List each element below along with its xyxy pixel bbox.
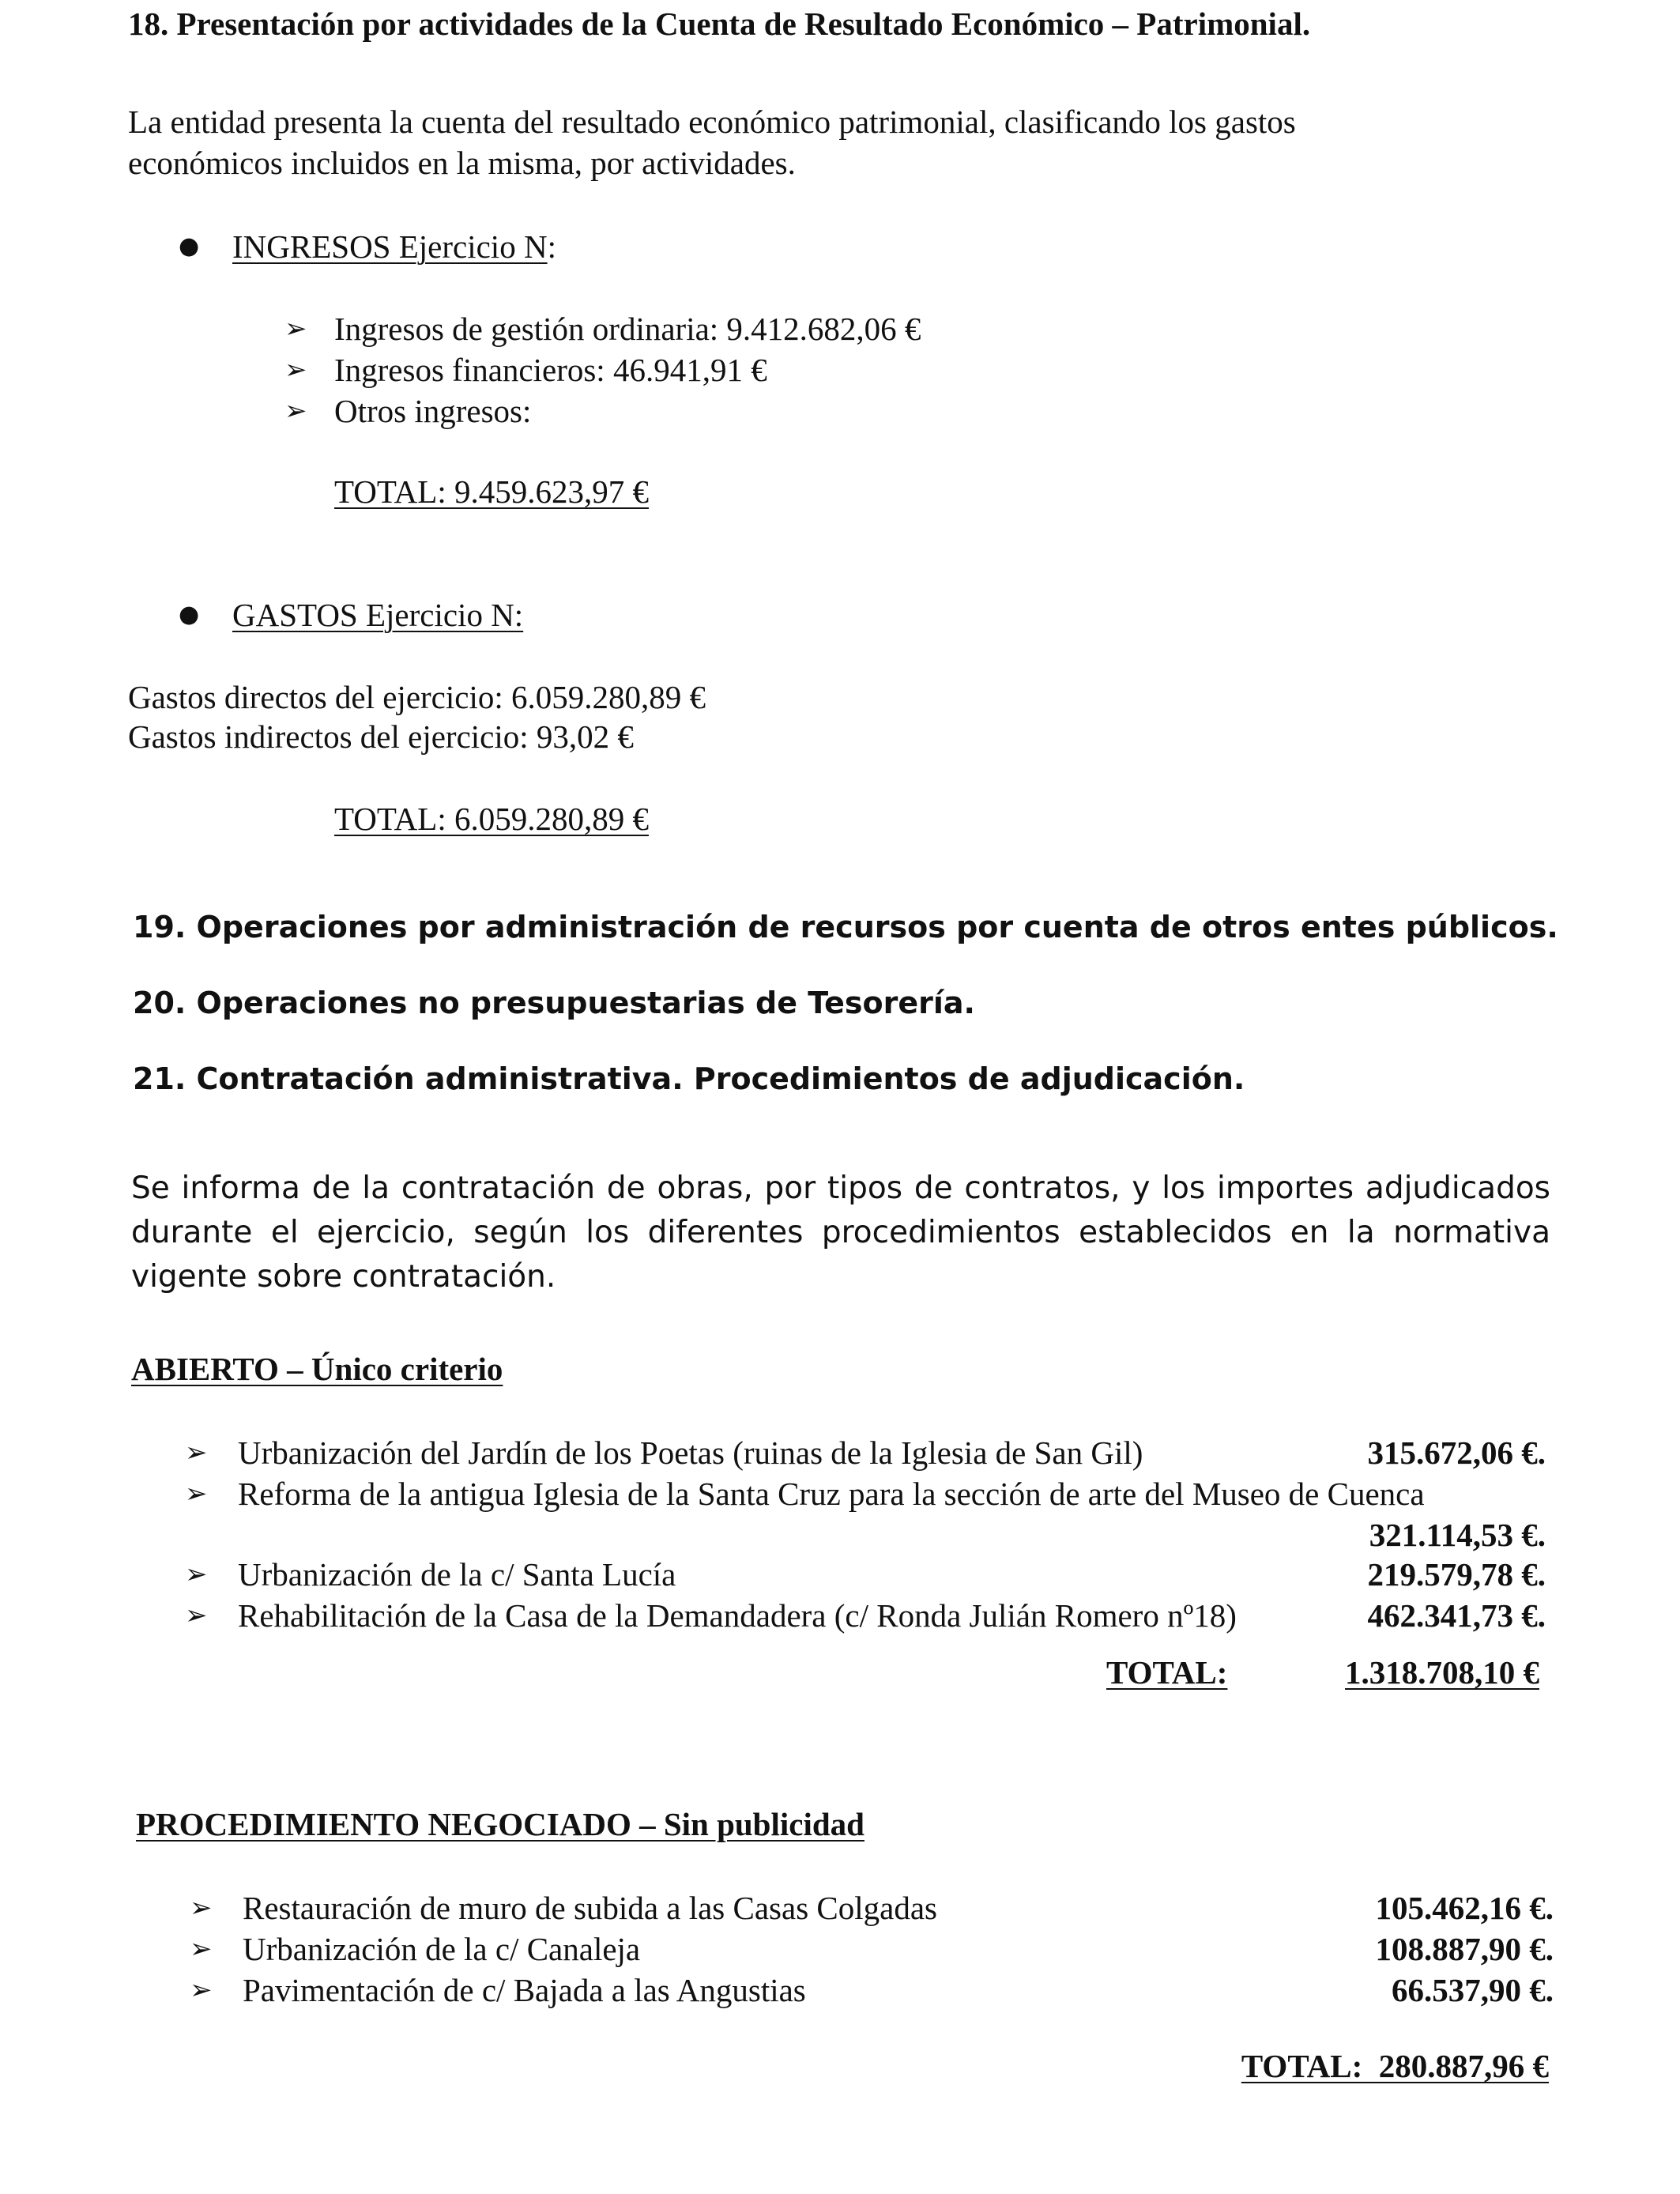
arrow-bullet-icon: ➢ [185, 1437, 208, 1468]
abierto-item-amount: 462.341,73 €. [1367, 1597, 1546, 1634]
ingresos-total: TOTAL: 9.459.623,97 € [334, 473, 649, 510]
section-21-heading: 21. Contratación administrativa. Procedimientos de adjudicación. [133, 1061, 1245, 1096]
section-18-intro-line-1: La entidad presenta la cuenta del resultado económico patrimonial, clasificando los gastos [128, 104, 1296, 140]
bullet-icon: ● [179, 232, 200, 260]
ingresos-label: INGRESOS Ejercicio N [232, 228, 548, 265]
abierto-item-amount: 321.114,53 €. [1369, 1517, 1546, 1553]
gastos-line: Gastos indirectos del ejercicio: 93,02 € [128, 718, 634, 755]
arrow-bullet-icon: ➢ [185, 1478, 208, 1510]
negociado-item-amount: 108.887,90 €. [1375, 1931, 1554, 1967]
arrow-bullet-icon: ➢ [185, 1559, 208, 1590]
abierto-title: ABIERTO – Único criterio [131, 1351, 503, 1387]
negociado-item-amount: 66.537,90 €. [1392, 1972, 1554, 2008]
arrow-bullet-icon: ➢ [284, 354, 307, 386]
section-19-heading: 19. Operaciones por administración de recursos por cuenta de otros entes públicos. [133, 910, 1558, 944]
arrow-bullet-icon: ➢ [190, 1974, 213, 2006]
arrow-bullet-icon: ➢ [185, 1600, 208, 1631]
negociado-total: TOTAL: 280.887,96 € [1241, 2048, 1549, 2084]
gastos-heading: GASTOS Ejercicio N: [232, 597, 524, 633]
abierto-item-amount: 315.672,06 €. [1367, 1434, 1546, 1471]
negociado-item-text: Pavimentación de c/ Bajada a las Angustias [243, 1972, 806, 2008]
ingresos-heading [232, 226, 556, 267]
section-21-intro-line-3: vigente sobre contratación. [131, 1259, 556, 1295]
negociado-title: PROCEDIMIENTO NEGOCIADO – Sin publicidad [136, 1806, 864, 1842]
ingresos-item: Ingresos de gestión ordinaria: 9.412.682,06 € [334, 311, 921, 347]
negociado-item-amount: 105.462,16 €. [1375, 1890, 1554, 1926]
negociado-item-text: Restauración de muro de subida a las Casas Colgadas [243, 1890, 937, 1926]
arrow-bullet-icon: ➢ [190, 1892, 213, 1924]
ingresos-item: Ingresos financieros: 46.941,91 € [334, 352, 767, 388]
abierto-item-text: Urbanización del Jardín de los Poetas (ruinas de la Iglesia de San Gil) [238, 1434, 1143, 1471]
abierto-item-amount: 219.579,78 €. [1367, 1556, 1546, 1593]
bullet-icon: ● [179, 601, 200, 628]
abierto-item-text: Rehabilitación de la Casa de la Demandadera (c/ Ronda Julián Romero nº18) [238, 1597, 1237, 1634]
arrow-bullet-icon: ➢ [190, 1933, 213, 1965]
abierto-total-label: TOTAL: [1106, 1654, 1228, 1691]
gastos-line: Gastos directos del ejercicio: 6.059.280,89 € [128, 679, 706, 715]
arrow-bullet-icon: ➢ [284, 313, 307, 345]
ingresos-item: Otros ingresos: [334, 393, 532, 429]
negociado-item-text: Urbanización de la c/ Canaleja [243, 1931, 641, 1967]
abierto-item-text: Urbanización de la c/ Santa Lucía [238, 1556, 676, 1593]
section-20-heading: 20. Operaciones no presupuestarias de Tesorería. [133, 986, 975, 1020]
abierto-total-value: 1.318.708,10 € [1345, 1654, 1539, 1691]
section-18-intro-line-2: económicos incluidos en la misma, por actividades. [128, 145, 796, 181]
ingresos-label-colon: : [547, 228, 556, 265]
section-18-heading: 18. Presentación por actividades de la Cuenta de Resultado Económico – Patrimonial. [128, 6, 1311, 42]
section-21-intro-line-1: Se informa de la contratación de obras, por tipos de contratos, y los importes adjudicados [131, 1171, 1550, 1206]
abierto-item-text: Reforma de la antigua Iglesia de la Santa Cruz para la sección de arte del Museo de Cuenca [238, 1476, 1425, 1512]
gastos-total: TOTAL: 6.059.280,89 € [334, 801, 649, 837]
section-21-intro-line-2: durante el ejercicio, según los diferentes procedimientos establecidos en la normativa [131, 1215, 1550, 1250]
arrow-bullet-icon: ➢ [284, 395, 307, 427]
